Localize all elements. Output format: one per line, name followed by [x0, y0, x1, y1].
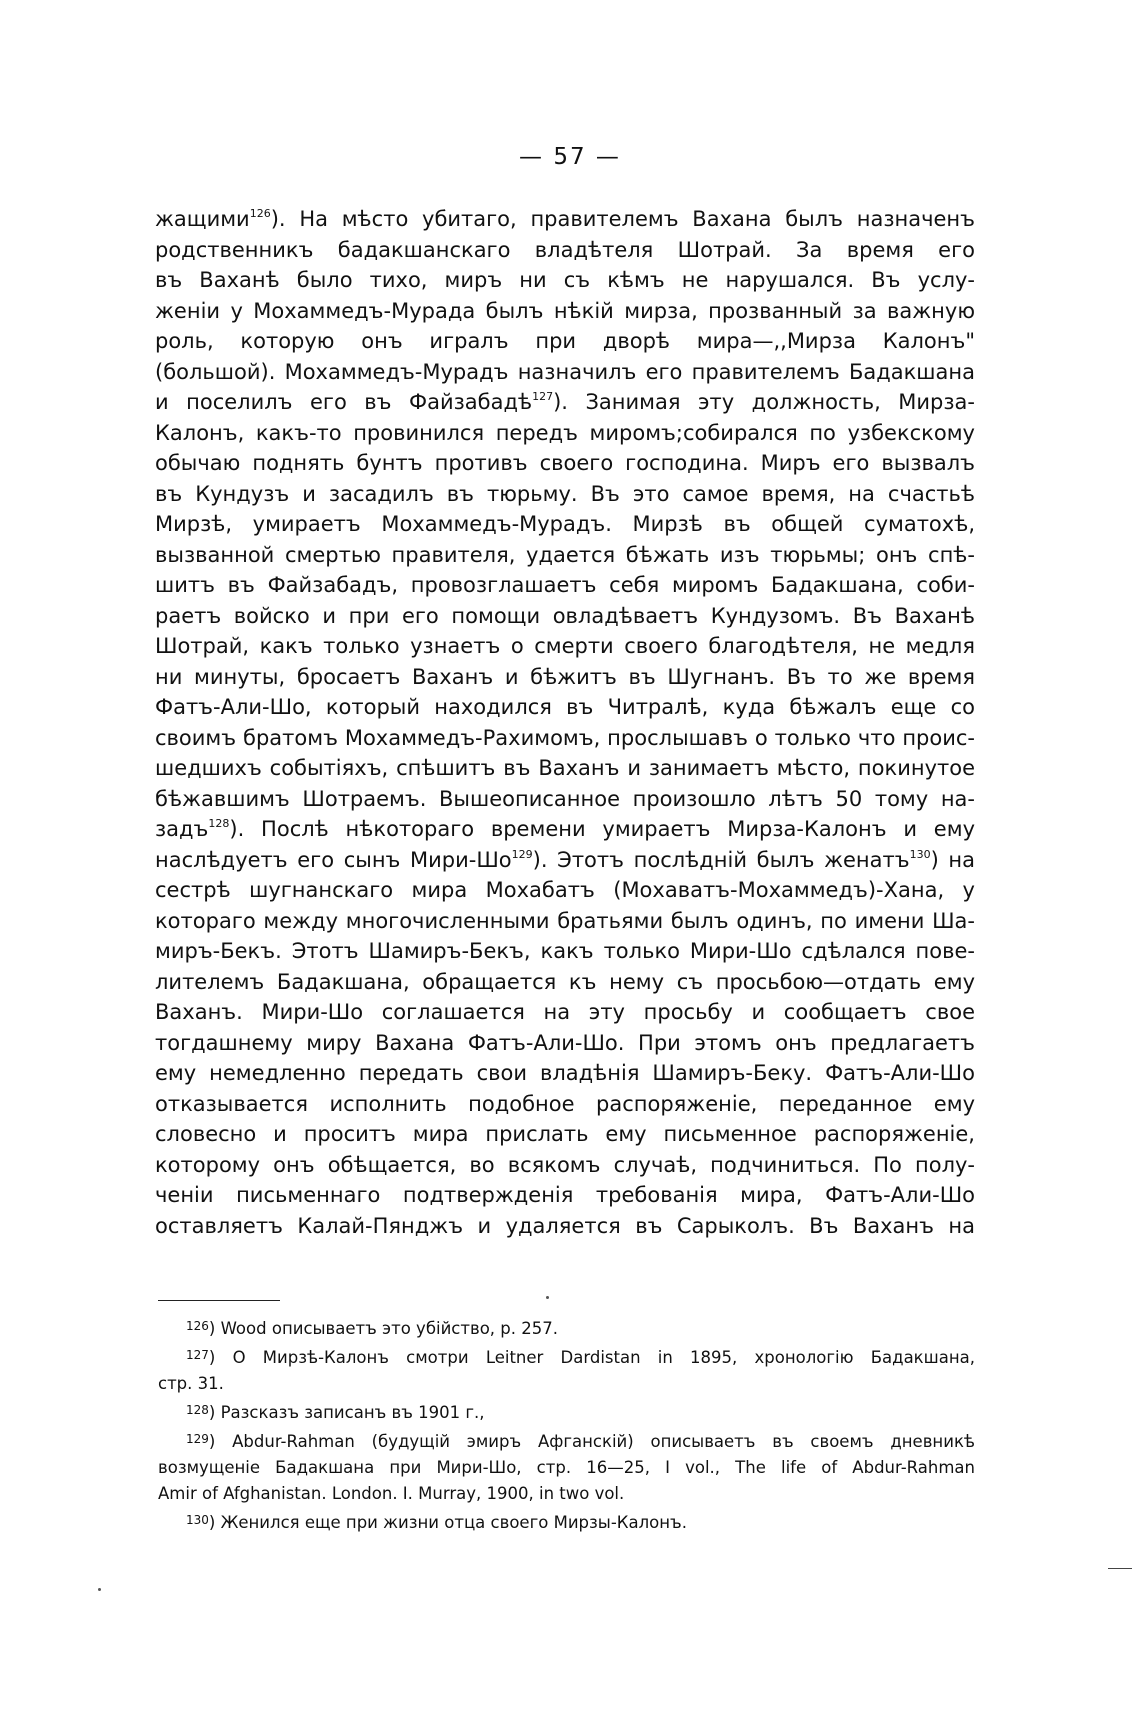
footnote-ref-128: 128: [208, 817, 230, 830]
text-line-22: [155, 845, 975, 876]
scan-speck: [546, 1296, 549, 1299]
footnote-126: [158, 1313, 975, 1342]
text-line-26: лителемъ Бадакшана, обращается къ нему съ просьбою—отдать ему: [155, 969, 975, 994]
text-line-24: котораго между многочисленными братьями былъ одинъ, по имени Ша-: [155, 908, 975, 933]
line-text-cont: ). Занимая эту должность, Мирза-: [553, 390, 975, 414]
footnote-127-cont: стр. 31.: [158, 1374, 224, 1393]
text-line-2: родственникъ бадакшанскаго владѣтеля Шотрай. За время его: [155, 237, 975, 262]
text-line-4: женіи у Мохаммедъ-Мурада былъ нѣкій мирза, прозванный за важную: [155, 298, 975, 323]
footnote-number: 128: [186, 1403, 209, 1417]
text-line-5: роль, которую онъ игралъ при дворѣ мира—,,Мирза Калонъ": [155, 329, 975, 353]
footnote-number: 126: [186, 1319, 209, 1333]
text-line-31: словесно и проситъ мира прислать ему письменное распоряженіе,: [155, 1122, 975, 1146]
text-line-1: [155, 204, 975, 235]
text-line-18: своимъ братомъ Мохаммедъ-Рахимомъ, прослышавъ о только что проис-: [155, 725, 975, 750]
line-text-tail: ) на: [930, 847, 975, 872]
text-line-7: [155, 387, 975, 418]
text-line-28: тогдашнему миру Вахана Фатъ-Али-Шо. При этомъ онъ предлагаетъ: [155, 1030, 975, 1055]
scan-mark: [1108, 1568, 1132, 1569]
line-text: и поселилъ его въ Файзабадѣ: [155, 390, 533, 414]
main-text: [155, 204, 975, 1241]
line-text: задъ: [155, 817, 209, 841]
text-line-3: въ Ваханѣ было тихо, миръ ни съ кѣмъ не нарушался. Въ услу-: [155, 268, 975, 292]
text-line-29: ему немедленно передать свои владѣнія Шамиръ-Беку. Фатъ-Али-Шо: [155, 1061, 975, 1085]
footnote-text: ) Женился еще при жизни отца своего Мирзы-Калонъ.: [208, 1513, 687, 1532]
footnote-number: 127: [186, 1348, 209, 1362]
footnote-text: ) О Мирзѣ-Калонъ смотри Leitner Dardistan in 1895, хронологію Бадакшана,: [208, 1348, 975, 1367]
text-line-12: вызванной смертью правителя, удается бѣжать изъ тюрьмы; онъ спѣ-: [155, 542, 975, 567]
text-line-23: сестрѣ шугнанскаго мира Мохабатъ (Мохаватъ-Мохаммедъ)-Хана, у: [155, 878, 975, 902]
footnote-ref-127: 127: [532, 390, 554, 403]
text-line-20: бѣжавшимъ Шотраемъ. Вышеописанное произошло лѣтъ 50 тому на-: [155, 786, 975, 811]
line-text-cont: ). Этотъ послѣдній былъ женатъ: [532, 847, 910, 872]
footnote-ref-126: 126: [249, 207, 271, 220]
text-line-30: отказывается исполнить подобное распоряженіе, переданное ему: [155, 1091, 975, 1116]
text-line-14: раетъ войско и при его помощи овладѣваетъ Кундузомъ. Въ Ваханѣ: [155, 603, 975, 628]
page-number: — 57 —: [519, 144, 621, 170]
footnote-ref-129: 129: [511, 847, 533, 861]
footnote-ref-130: 130: [909, 847, 931, 861]
text-line-6: (большой). Мохаммедъ-Мурадъ назначилъ его правителемъ Бадакшана: [155, 359, 975, 384]
line-text-cont: ). Послѣ нѣкотораго времени умираетъ Мирза-Калонъ и ему: [229, 817, 975, 841]
line-text: наслѣдуетъ его сынъ Мири-Шо: [155, 847, 512, 872]
footnote-129-cont-2: Amir of Afghanistan. London. I. Murray, 1900, in two vol.: [158, 1484, 625, 1503]
text-line-25: миръ-Бекъ. Этотъ Шамиръ-Бекъ, какъ только Мири-Шо сдѣлался пове-: [155, 939, 975, 963]
line-text-cont: ). На мѣсто убитаго, правителемъ Вахана былъ назначенъ: [270, 207, 975, 231]
text-line-19: шедшихъ событіяхъ, спѣшитъ въ Ваханъ и занимаетъ мѣсто, покинутое: [155, 756, 975, 780]
text-line-17: Фатъ-Али-Шо, который находился въ Читралѣ, куда бѣжалъ еще со: [155, 695, 975, 719]
text-line-8: Калонъ, какъ-то провинился передъ миромъ;собирался по узбекскому: [155, 420, 975, 445]
footnote-number: 130: [186, 1513, 209, 1527]
footnote-separator: [158, 1300, 280, 1301]
footnote-text: ) Wood описываетъ это убійство, р. 257.: [208, 1319, 559, 1338]
text-line-32: которому онъ обѣщается, во всякомъ случаѣ, подчиниться. По полу-: [155, 1152, 975, 1177]
text-line-16: ни минуты, бросаетъ Ваханъ и бѣжитъ въ Шугнанъ. Въ то же время: [155, 664, 975, 689]
footnote-text: ) Разсказъ записанъ въ 1901 г.,: [208, 1403, 485, 1422]
text-line-34: оставляетъ Калай-Пянджъ и удаляется въ Сарыколъ. Въ Ваханъ на: [155, 1213, 975, 1238]
footnote-text: ) Abdur-Rahman (будущій эмиръ Афганскій) описываетъ въ своемъ дневникѣ: [208, 1432, 975, 1451]
text-line-9: обычаю поднять бунтъ противъ своего господина. Миръ его вызвалъ: [155, 451, 975, 475]
text-line-21: [155, 814, 975, 845]
footnote-128: [158, 1397, 975, 1426]
text-line-11: Мирзѣ, умираетъ Мохаммедъ-Мурадъ. Мирзѣ въ общей суматохѣ,: [155, 512, 975, 536]
text-line-10: въ Кундузъ и засадилъ въ тюрьму. Въ это самое время, на счастьѣ: [155, 481, 975, 506]
text-line-13: шитъ въ Файзабадъ, провозглашаетъ себя миромъ Бадакшана, соби-: [155, 573, 975, 597]
footnote-129-cont: возмущеніе Бадакшана при Мири-Шо, стр. 16—25, I vol., The life of Abdur-Rahman: [158, 1458, 975, 1477]
scan-speck: [98, 1588, 101, 1591]
footnote-number: 129: [186, 1432, 209, 1446]
line-text: жащими: [155, 207, 250, 231]
text-line-27: Ваханъ. Мири-Шо соглашается на эту просьбу и сообщаетъ свое: [155, 1000, 975, 1024]
text-line-15: Шотрай, какъ только узнаетъ о смерти своего благодѣтеля, не медля: [155, 634, 975, 658]
text-line-33: ченіи письменнаго подтвержденія требованія мира, Фатъ-Али-Шо: [155, 1183, 975, 1207]
footnote-129: [158, 1426, 975, 1455]
footnote-130: [158, 1507, 975, 1536]
footnotes: [158, 1313, 975, 1536]
footnote-127: [158, 1342, 975, 1371]
